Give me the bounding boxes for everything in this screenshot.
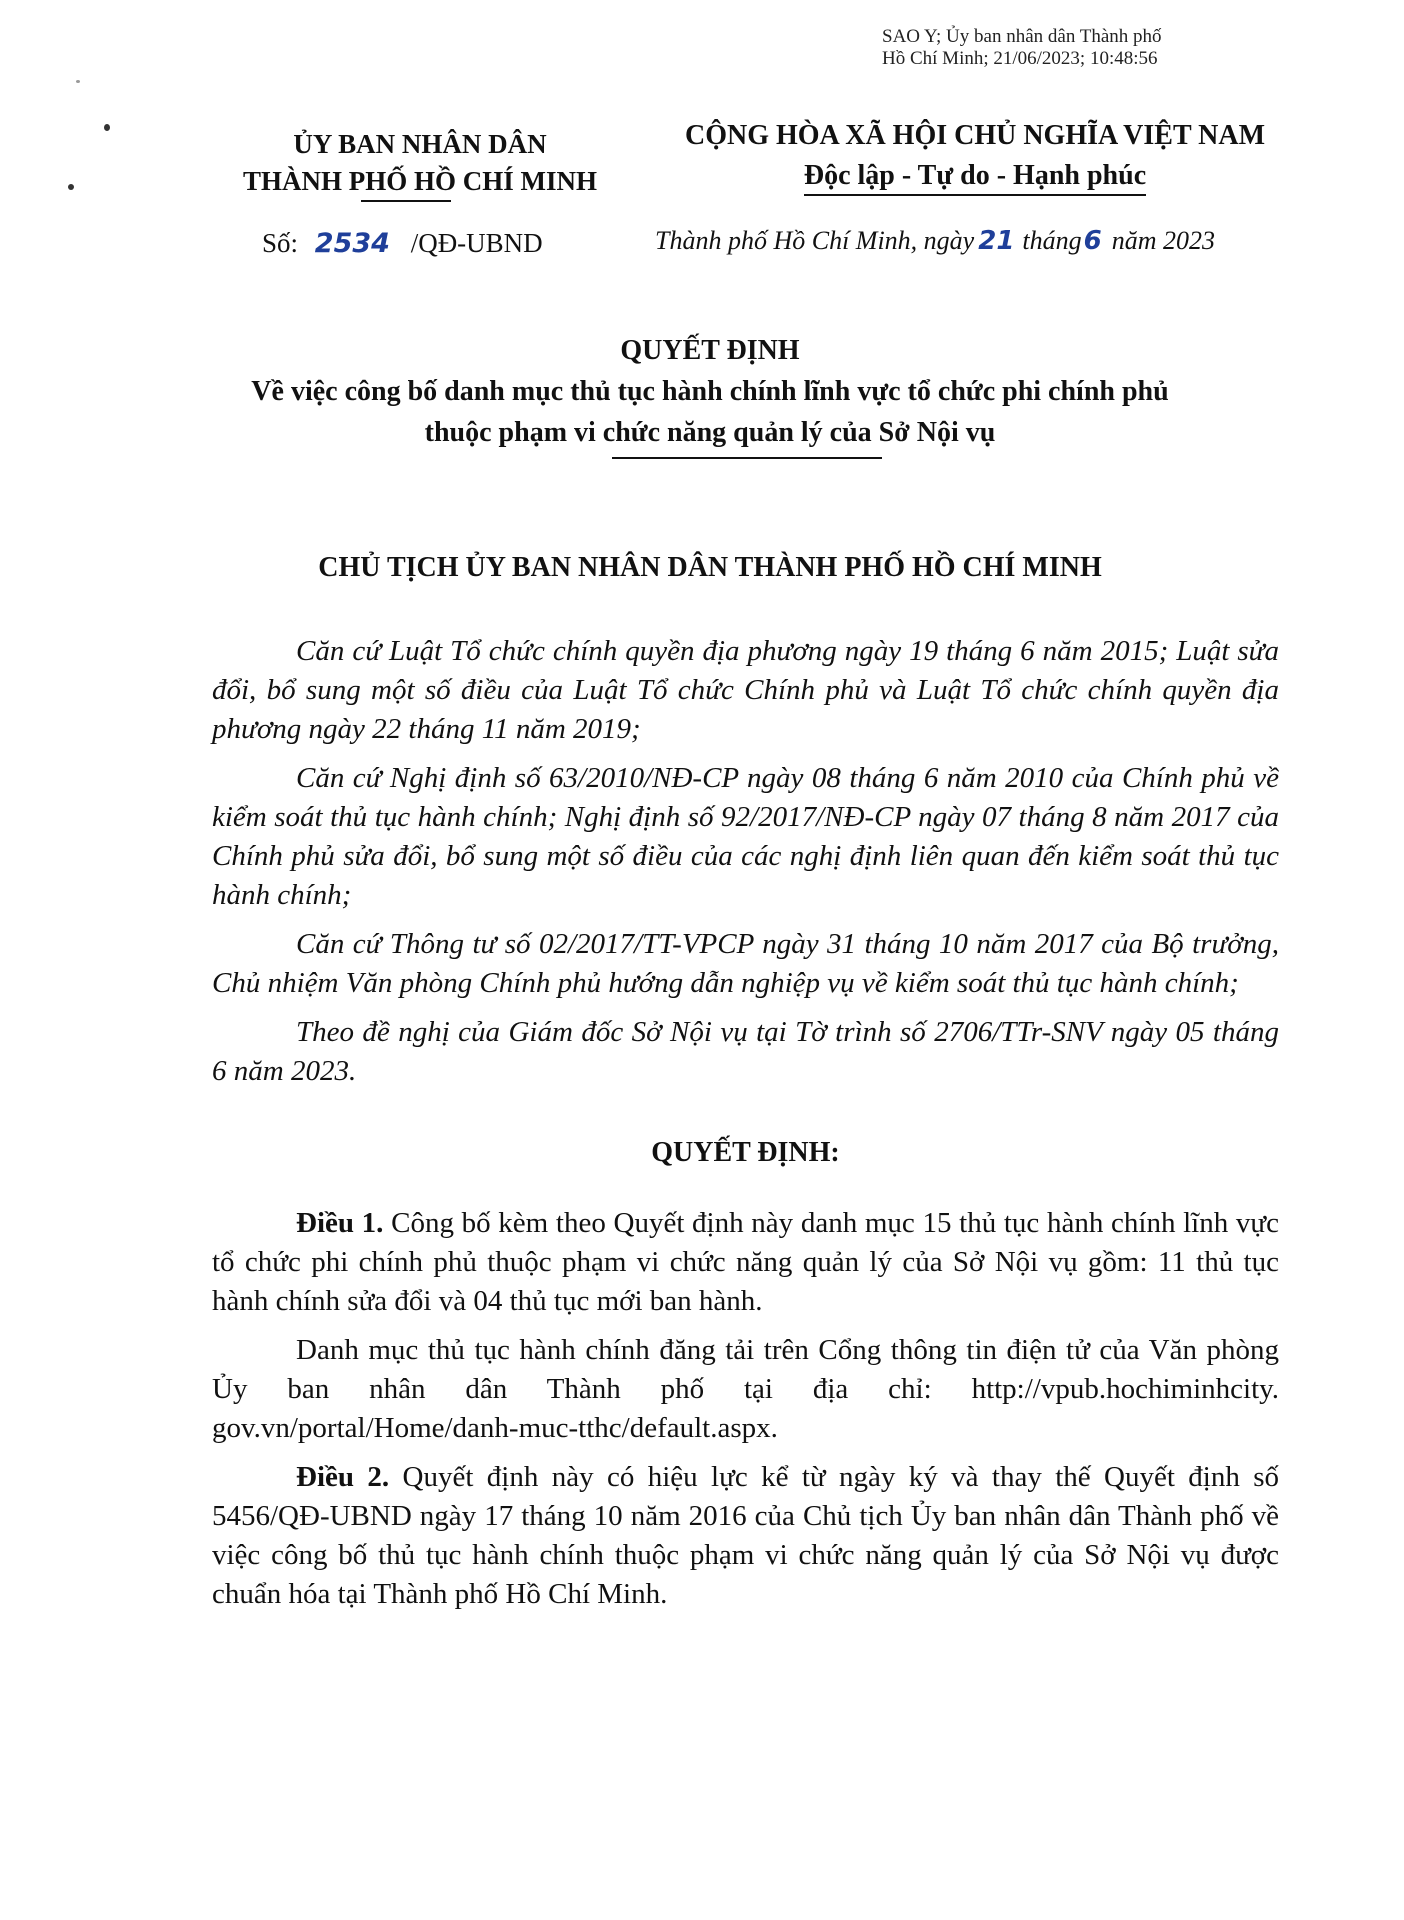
- article-2: [212, 1458, 1279, 1614]
- article-1-text: Công bố kèm theo Quyết định này danh mục 15 thủ tục hành chính lĩnh vực tổ chức phi chính phủ thuộc phạm vi chức năng quản lý của Sở Nội vụ gồm: 11 thủ tục hành chính sửa đổi và 04 thủ tục mới ban hành.: [212, 1207, 1280, 1317]
- article-2-label: Điều 2.: [296, 1461, 390, 1493]
- article-1-paragraph-2: Danh mục thủ tục hành chính đăng tải trên Cổng thông tin điện tử của Văn phòng Ủy ban nhân dân Thành phố tại địa chỉ: http://vpub.hochiminhcity. gov.vn/portal/Home/danh-muc-tthc/default.aspx.: [212, 1334, 1279, 1444]
- copy-stamp-line2: Hồ Chí Minh; 21/06/2023; 10:48:56: [882, 48, 1158, 69]
- article-1: [212, 1204, 1279, 1321]
- place-and-date: [655, 226, 1215, 256]
- national-title: CỘNG HÒA XÃ HỘI CHỦ NGHĨA VIỆT NAM: [684, 120, 1266, 151]
- month-label: tháng: [1022, 226, 1082, 255]
- national-header: [635, 116, 1315, 196]
- document-number-prefix: Số:: [262, 228, 299, 258]
- year-label: năm 2023: [1111, 226, 1216, 255]
- article-1-label: Điều 1.: [296, 1207, 384, 1239]
- scan-speck: [104, 124, 110, 131]
- copy-stamp-line1: SAO Y; Ủy ban nhân dân Thành phố: [882, 26, 1162, 47]
- place-label: Thành phố Hồ Chí Minh, ngày: [655, 226, 975, 255]
- issuing-authority-line2: THÀNH PHỐ HỒ CHÍ MINH: [243, 163, 597, 200]
- legal-basis-3: Căn cứ Thông tư số 02/2017/TT-VPCP ngày 31 tháng 10 năm 2017 của Bộ trưởng, Chủ nhiệm Văn phòng Chính phủ hướng dẫn nghiệp vụ về kiểm soát thủ tục hành chính;: [212, 928, 1279, 999]
- document-number: [262, 228, 543, 259]
- national-motto: Độc lập - Tự do - Hạnh phúc: [804, 158, 1146, 196]
- copy-stamp: [882, 26, 1162, 70]
- document-number-suffix: /QĐ-UBND: [410, 228, 543, 258]
- decision-section-heading: QUYẾT ĐỊNH:: [651, 1137, 840, 1168]
- title-divider: [612, 457, 882, 459]
- month-handwritten: 6: [1083, 226, 1102, 256]
- document-number-handwritten: 2534: [314, 228, 390, 259]
- signing-authority: CHỦ TỊCH ỦY BAN NHÂN DÂN THÀNH PHỐ HỒ CHÍ MINH: [318, 552, 1102, 583]
- decision-title: [160, 330, 1260, 453]
- issuing-authority-header: [190, 126, 650, 200]
- decision-subject-line1: Về việc công bố danh mục thủ tục hành chính lĩnh vực tổ chức phi chính phủ: [251, 376, 1169, 407]
- legal-basis-2: Căn cứ Nghị định số 63/2010/NĐ-CP ngày 08 tháng 6 năm 2010 của Chính phủ về kiểm soát thủ tục hành chính; Nghị định số 92/2017/NĐ-CP ngày 07 tháng 8 năm 2017 của Chính phủ sửa đổi, bổ sung một số điều của các nghị định liên quan đến kiểm soát thủ tục hành chính;: [212, 762, 1279, 911]
- document-body: [212, 632, 1279, 1624]
- scan-speck: [68, 184, 74, 190]
- decision-heading: QUYẾT ĐỊNH: [620, 335, 800, 366]
- day-handwritten: 21: [978, 226, 1015, 256]
- scan-speck: [76, 80, 80, 83]
- legal-basis-4: Theo đề nghị của Giám đốc Sở Nội vụ tại Tờ trình số 2706/TTr-SNV ngày 05 tháng 6 năm 2023.: [212, 1016, 1279, 1087]
- issuing-authority-line1: ỦY BAN NHÂN DÂN: [293, 129, 547, 159]
- legal-basis-1: Căn cứ Luật Tổ chức chính quyền địa phương ngày 19 tháng 6 năm 2015; Luật sửa đổi, bổ sung một số điều của Luật Tổ chức Chính phủ và Luật Tổ chức chính quyền địa phương ngày 22 tháng 11 năm 2019;: [212, 635, 1279, 745]
- article-2-text: Quyết định này có hiệu lực kể từ ngày ký và thay thế Quyết định số 5456/QĐ-UBND ngày 17 tháng 10 năm 2016 của Chủ tịch Ủy ban nhân dân Thành phố về việc công bố thủ tục hành chính thuộc phạm vi chức năng quản lý của Sở Nội vụ được chuẩn hóa tại Thành phố Hồ Chí Minh.: [212, 1461, 1279, 1610]
- decision-subject-line2: thuộc phạm vi chức năng quản lý của Sở Nội vụ: [424, 417, 996, 448]
